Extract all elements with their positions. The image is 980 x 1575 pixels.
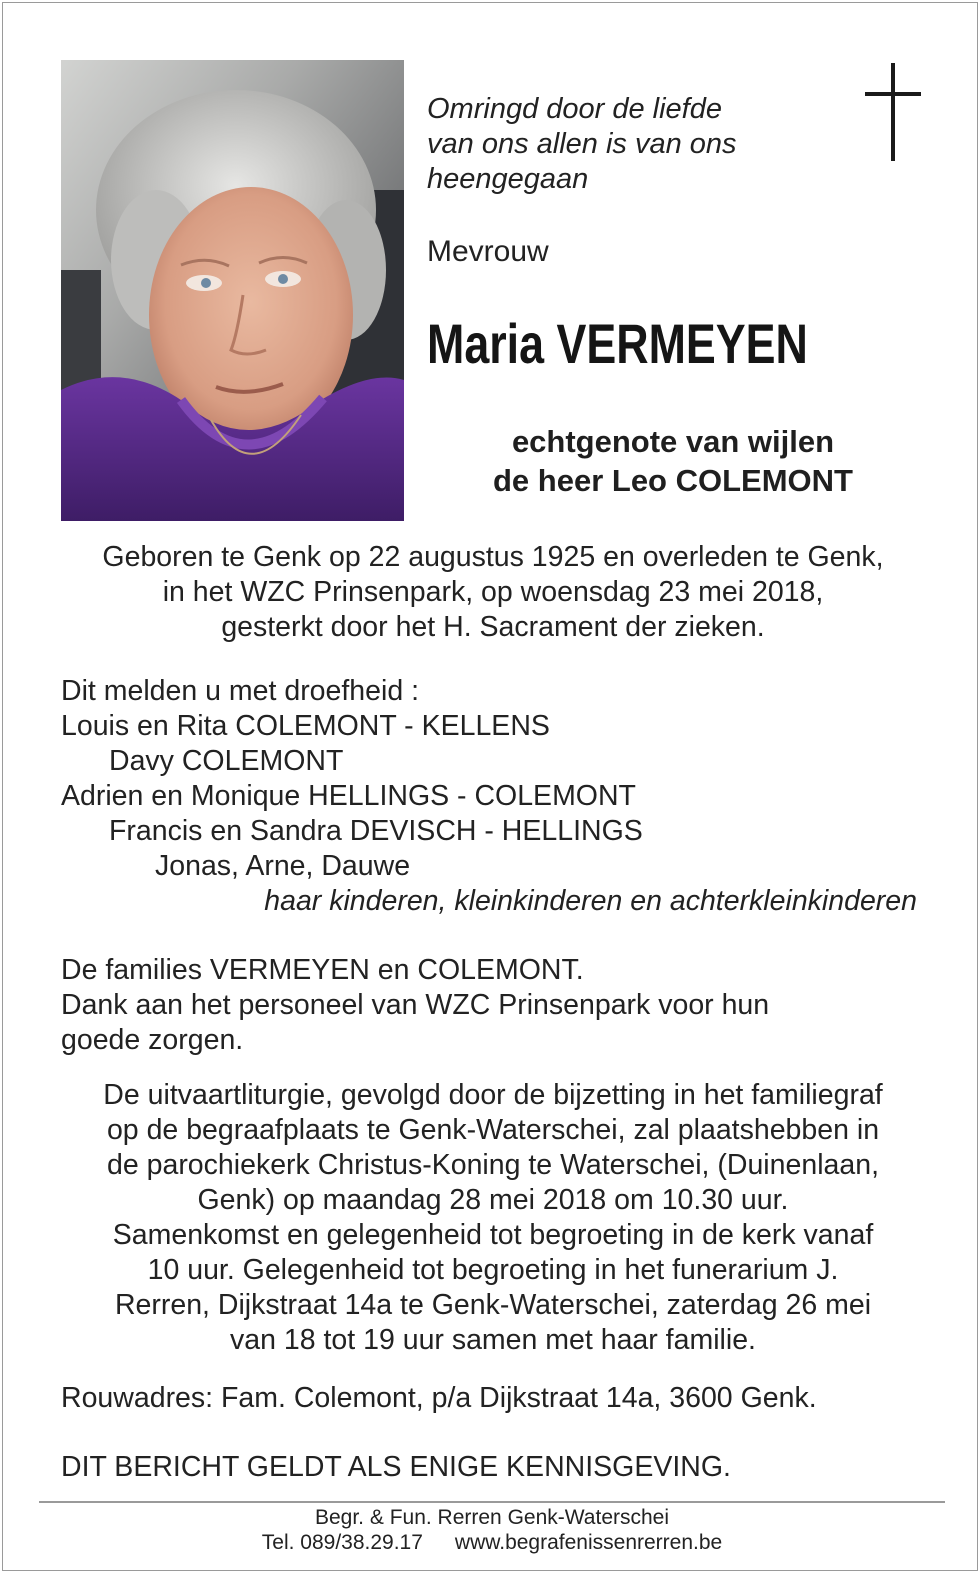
funeral-line: van 18 tot 19 uur samen met haar familie.	[230, 1324, 756, 1356]
honorific: Mevrouw	[427, 235, 549, 268]
cross-icon	[865, 63, 921, 161]
mourning-address: Rouwadres: Fam. Colemont, p/a Dijkstraat 14a, 3600 Genk.	[61, 1382, 817, 1414]
family-entry: Louis en Rita COLEMONT - KELLENS	[61, 710, 550, 742]
announcement	[61, 674, 941, 919]
great-grandchildren-entry: Jonas, Arne, Dauwe	[155, 850, 411, 882]
funeral-home-name: Begr. & Fun. Rerren Genk-Waterschei	[314, 1506, 670, 1529]
website-link[interactable]: www.begrafenissenrerren.be	[454, 1531, 723, 1554]
relation-caption: haar kinderen, kleinkinderen en achterkleinkinderen	[264, 885, 917, 917]
families-thanks	[61, 953, 941, 1058]
portrait-image	[61, 60, 404, 521]
funeral-line: 10 uur. Gelegenheid tot begroeting in het funerarium J.	[147, 1254, 839, 1286]
funeral-line: Rerren, Dijkstraat 14a te Genk-Waterschei, zaterdag 26 mei	[114, 1289, 872, 1321]
funeral-line: De uitvaartliturgie, gevolgd door de bijzetting in het familiegraf	[103, 1079, 883, 1111]
funeral-line: de parochiekerk Christus-Koning te Waterschei, (Duinenlaan,	[107, 1149, 879, 1181]
families-line: Dank aan het personeel van WZC Prinsenpark voor hun	[61, 989, 770, 1021]
families-line: De families VERMEYEN en COLEMONT.	[61, 954, 584, 986]
intro-text	[427, 92, 807, 197]
spouse-text	[423, 422, 923, 500]
portrait-photo	[61, 60, 404, 521]
footer-contact	[39, 1530, 945, 1555]
funeral-line: Genk) op maandag 28 mei 2018 om 10.30 uur.	[197, 1184, 789, 1216]
born-line: in het WZC Prinsenpark, op woensdag 23 mei 2018,	[162, 576, 824, 608]
grandchild-entry: Francis en Sandra DEVISCH - HELLINGS	[109, 815, 643, 847]
intro-line: van ons allen is van ons	[427, 128, 737, 160]
funeral-line: op de begraafplaats te Genk-Waterschei, zal plaatshebben in	[106, 1114, 880, 1146]
footer	[39, 1505, 945, 1555]
spouse-line: de heer Leo COLEMONT	[493, 463, 853, 498]
families-line: goede zorgen.	[61, 1024, 244, 1056]
funeral-line: Samenkomst en gelegenheid tot begroeting in de kerk vanaf	[112, 1219, 874, 1251]
intro-line: heengegaan	[427, 163, 589, 195]
announce-intro: Dit melden u met droefheid :	[61, 675, 420, 707]
birth-death-details	[43, 540, 943, 645]
intro-line: Omringd door de liefde	[427, 93, 722, 125]
official-notice: DIT BERICHT GELDT ALS ENIGE KENNISGEVING.	[61, 1451, 731, 1483]
grandchild-entry: Davy COLEMONT	[109, 745, 344, 777]
phone-number: Tel. 089/38.29.17	[261, 1531, 423, 1554]
born-line: Geboren te Genk op 22 augustus 1925 en overleden te Genk,	[102, 541, 884, 573]
family-entry: Adrien en Monique HELLINGS - COLEMONT	[61, 780, 636, 812]
footer-divider	[39, 1501, 945, 1503]
death-notice-card	[2, 2, 978, 1571]
born-line: gesterkt door het H. Sacrament der zieken.	[221, 611, 765, 643]
spouse-line: echtgenote van wijlen	[511, 424, 835, 459]
deceased-name: Maria VERMEYEN	[427, 312, 808, 375]
funeral-details	[43, 1078, 943, 1358]
